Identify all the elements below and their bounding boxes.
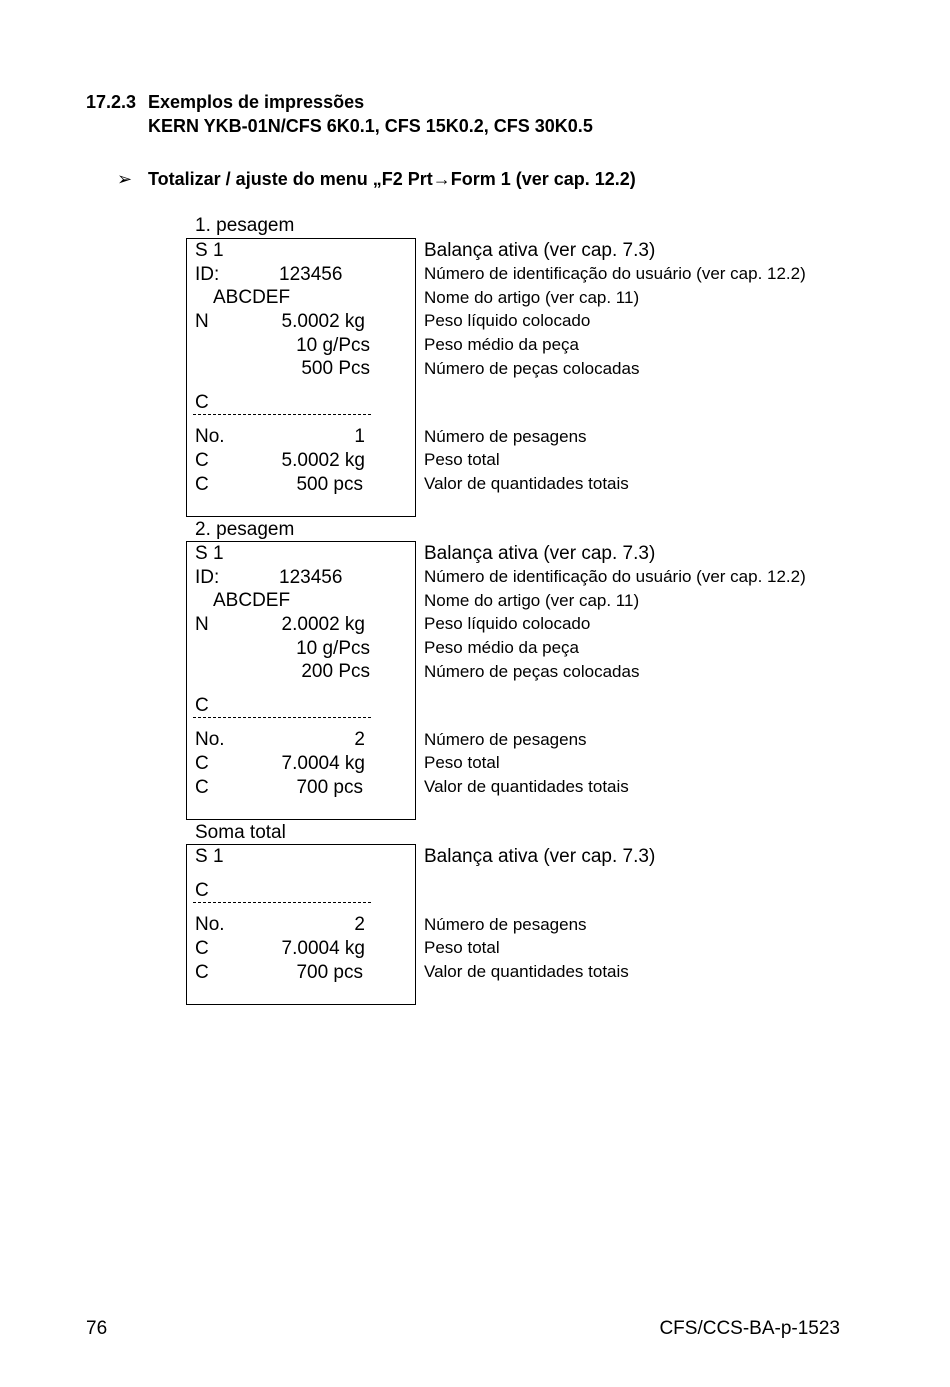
c-weight-label: C <box>195 450 209 471</box>
bullet-text: Totalizar / ajuste do menu „F2 Prt→Form 1 (ver cap. 12.2) <box>148 169 636 189</box>
page-number: 76 <box>86 1318 108 1339</box>
desc-net-weight: Peso líquido colocado <box>424 614 591 633</box>
desc-user-id: Número de identificação do usuário (ver cap. 12.2) <box>424 264 806 283</box>
n-label: N <box>195 311 209 332</box>
desc-article-name: Nome do artigo (ver cap. 11) <box>424 591 640 610</box>
block-caption: Soma total <box>195 822 286 843</box>
desc-total-qty: Valor de quantidades totais <box>424 777 629 796</box>
no-value: 1 <box>354 426 365 447</box>
s-label: S 1 <box>195 846 224 867</box>
desc-weighing-count: Número de pesagens <box>424 730 587 749</box>
c-pcs-label: C <box>195 474 209 495</box>
desc-total-weight: Peso total <box>424 450 500 469</box>
desc-total-weight: Peso total <box>424 753 500 772</box>
doc-code: CFS/CCS-BA-p-1523 <box>659 1318 840 1339</box>
c-pcs-value: 500 pcs <box>296 474 363 495</box>
c-weight-value: 5.0002 kg <box>281 450 365 471</box>
n-label: N <box>195 614 209 635</box>
block-caption: 2. pesagem <box>195 519 295 540</box>
avg-weight: 10 g/Pcs <box>296 638 370 659</box>
desc-avg-weight: Peso médio da peça <box>424 335 579 354</box>
section-title: Exemplos de impressões <box>148 92 365 112</box>
s-label: S 1 <box>195 543 224 564</box>
no-value: 2 <box>354 729 365 750</box>
section-models: KERN YKB-01N/CFS 6K0.1, CFS 15K0.2, CFS 30K0.5 <box>148 116 593 136</box>
desc-scale-active: Balança ativa (ver cap. 7.3) <box>424 846 656 867</box>
no-label: No. <box>195 729 225 750</box>
desc-avg-weight: Peso médio da peça <box>424 638 579 657</box>
net-weight: 5.0002 kg <box>281 311 365 332</box>
block-caption: 1. pesagem <box>195 215 295 236</box>
id-label: ID: <box>195 567 220 588</box>
desc-weighing-count: Número de pesagens <box>424 915 587 934</box>
article-value: ABCDEF <box>213 287 291 308</box>
c-label: C <box>195 392 209 413</box>
desc-total-qty: Valor de quantidades totais <box>424 474 629 493</box>
desc-scale-active: Balança ativa (ver cap. 7.3) <box>424 240 656 261</box>
article-value: ABCDEF <box>213 590 291 611</box>
no-value: 2 <box>354 914 365 935</box>
desc-net-weight: Peso líquido colocado <box>424 311 591 330</box>
no-label: No. <box>195 914 225 935</box>
pieces-value: 500 Pcs <box>301 358 370 379</box>
desc-pieces: Número de peças colocadas <box>424 359 640 378</box>
desc-total-weight: Peso total <box>424 938 500 957</box>
c-pcs-label: C <box>195 777 209 798</box>
c-weight-label: C <box>195 753 209 774</box>
section-number: 17.2.3 <box>86 92 137 112</box>
dashed-separator <box>193 902 371 903</box>
id-value: 123456 <box>279 567 343 588</box>
desc-user-id: Número de identificação do usuário (ver cap. 12.2) <box>424 567 806 586</box>
desc-total-qty: Valor de quantidades totais <box>424 962 629 981</box>
c-pcs-value: 700 pcs <box>296 962 363 983</box>
c-pcs-label: C <box>195 962 209 983</box>
c-weight-label: C <box>195 938 209 959</box>
id-value: 123456 <box>279 264 343 285</box>
pieces-value: 200 Pcs <box>301 661 370 682</box>
c-pcs-value: 700 pcs <box>296 777 363 798</box>
desc-scale-active: Balança ativa (ver cap. 7.3) <box>424 543 656 564</box>
c-label: C <box>195 695 209 716</box>
net-weight: 2.0002 kg <box>281 614 365 635</box>
bullet-arrow-icon: ➢ <box>117 169 133 189</box>
c-weight-value: 7.0004 kg <box>281 753 365 774</box>
s-label: S 1 <box>195 240 224 261</box>
id-label: ID: <box>195 264 220 285</box>
no-label: No. <box>195 426 225 447</box>
c-weight-value: 7.0004 kg <box>281 938 365 959</box>
desc-article-name: Nome do artigo (ver cap. 11) <box>424 288 640 307</box>
dashed-separator <box>193 717 371 718</box>
desc-pieces: Número de peças colocadas <box>424 662 640 681</box>
c-label: C <box>195 880 209 901</box>
dashed-separator <box>193 414 371 415</box>
desc-weighing-count: Número de pesagens <box>424 427 587 446</box>
avg-weight: 10 g/Pcs <box>296 335 370 356</box>
